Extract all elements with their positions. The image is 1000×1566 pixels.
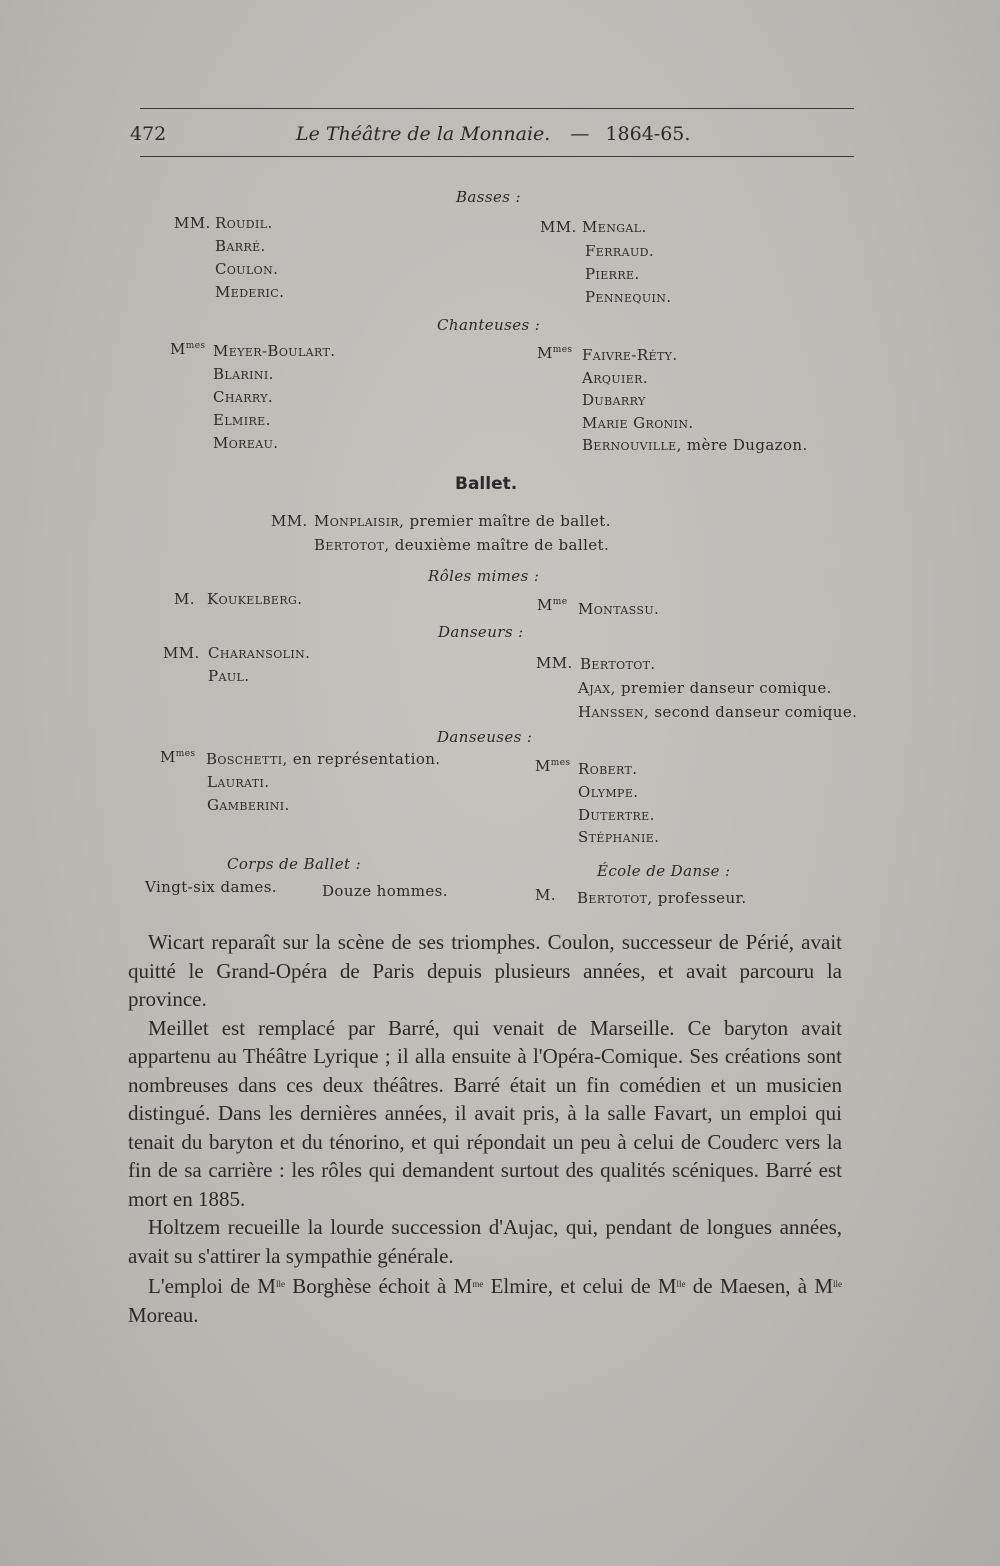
running-title-text: Le Théâtre de la Monnaie. bbox=[296, 123, 551, 145]
danseuses-left-1-name: Boschetti, bbox=[206, 750, 288, 768]
page-number: 472 bbox=[130, 123, 167, 145]
top-rule bbox=[140, 108, 854, 109]
chanteuses-right-prefix bbox=[537, 344, 572, 362]
basses-right-4: Pennequin. bbox=[585, 288, 672, 306]
basses-left-4: Mederic. bbox=[215, 283, 285, 301]
corps-title: Corps de Ballet : bbox=[227, 855, 362, 873]
basses-right-2: Ferraud. bbox=[585, 242, 655, 260]
ballet-master-1-name: Monplaisir, bbox=[314, 512, 405, 530]
ballet-masters-prefix: MM. bbox=[271, 512, 308, 530]
paragraph-4-c: Elmire, et celui de M bbox=[483, 1274, 677, 1298]
chanteuses-right-4: Marie Gronin. bbox=[582, 414, 694, 432]
chanteuses-left-prefix-main: M bbox=[170, 340, 186, 358]
chanteuses-left-4: Elmire. bbox=[213, 411, 271, 429]
paragraph-4-b: Borghèse échoit à M bbox=[284, 1274, 473, 1298]
basses-left-prefix: MM. bbox=[174, 214, 211, 232]
chanteuses-left-3: Charry. bbox=[213, 388, 274, 406]
roles-mimes-title: Rôles mimes : bbox=[428, 567, 540, 585]
danseurs-right-3-name: Hanssen, bbox=[578, 703, 650, 721]
chanteuses-left-1: Meyer-Boulart. bbox=[213, 342, 336, 360]
danseuses-left-prefix bbox=[160, 748, 195, 766]
ballet-master-2-name: Bertotot, bbox=[314, 536, 390, 554]
roles-mimes-right-name: Montassu. bbox=[578, 600, 660, 618]
danseuses-right-1: Robert. bbox=[578, 760, 638, 778]
running-title-season: 1864-65. bbox=[605, 123, 691, 145]
chanteuses-right-1: Faivre-Réty. bbox=[582, 346, 678, 364]
chanteuses-left-prefix bbox=[170, 340, 205, 358]
corps-women: Vingt-six dames. bbox=[145, 878, 277, 896]
danseurs-left-prefix: MM. bbox=[163, 644, 200, 662]
ballet-master-2 bbox=[314, 536, 609, 554]
paragraph-4-sup-1: lle bbox=[275, 1279, 285, 1289]
roles-mimes-left-prefix: M. bbox=[174, 590, 195, 608]
danseurs-title: Danseurs : bbox=[438, 623, 524, 641]
chanteuses-right-5 bbox=[582, 436, 808, 454]
corps-men: Douze hommes. bbox=[322, 882, 448, 900]
danseuses-right-prefix-sup: mes bbox=[550, 758, 571, 768]
paragraph-4-sup-4: lle bbox=[833, 1279, 842, 1289]
chanteuses-right-prefix-sup: mes bbox=[552, 345, 573, 355]
danseuses-left-2: Laurati. bbox=[207, 773, 270, 791]
danseurs-right-3 bbox=[578, 703, 857, 721]
basses-left-2: Barré. bbox=[215, 237, 266, 255]
basses-right-3: Pierre. bbox=[585, 265, 640, 283]
danseuses-right-prefix bbox=[535, 757, 570, 775]
danseuses-right-4: Stéphanie. bbox=[578, 828, 660, 846]
chanteuses-left-prefix-sup: mes bbox=[185, 341, 206, 351]
roles-mimes-left-name: Koukelberg. bbox=[207, 590, 303, 608]
danseuses-left-3: Gamberini. bbox=[207, 796, 290, 814]
roles-mimes-right-prefix-main: M bbox=[537, 596, 553, 614]
basses-title: Basses : bbox=[456, 188, 521, 206]
danseurs-right-2-name: Ajax, bbox=[578, 679, 616, 697]
danseurs-right-2-role: premier danseur comique. bbox=[620, 679, 832, 697]
danseurs-right-1: Bertotot. bbox=[580, 655, 656, 673]
paragraph-1: Wicart reparaît sur la scène de ses triomphes. Coulon, successeur de Périé, avait quitté le Grand-Opéra de Paris depuis plusieurs années, et avait parcouru la province. bbox=[128, 930, 842, 1011]
danseuses-left-1 bbox=[206, 750, 440, 768]
paragraph-4-d: de Maesen, à M bbox=[685, 1274, 833, 1298]
danseurs-right-3-role: second danseur comique. bbox=[654, 703, 858, 721]
danseuses-right-prefix-main: M bbox=[535, 757, 551, 775]
paragraph-4-e: Moreau. bbox=[128, 1302, 199, 1327]
roles-mimes-right-prefix-sup: me bbox=[552, 597, 568, 607]
basses-right-1: Mengal. bbox=[582, 218, 647, 236]
basses-left-1: Roudil. bbox=[215, 214, 273, 232]
chanteuses-right-3: Dubarry bbox=[582, 391, 646, 409]
ecole-prefix: M. bbox=[535, 886, 556, 904]
danseuses-left-1-role: en représentation. bbox=[292, 750, 441, 768]
paragraph-4 bbox=[128, 1270, 842, 1329]
danseuses-right-3: Dutertre. bbox=[578, 806, 655, 824]
ballet-master-1 bbox=[314, 512, 611, 530]
ecole-title: École de Danse : bbox=[597, 862, 731, 880]
ballet-master-2-role: deuxième maître de ballet. bbox=[394, 536, 610, 554]
paragraph-4-a: L'emploi de M bbox=[148, 1274, 276, 1298]
danseurs-right-2 bbox=[578, 679, 832, 697]
chanteuses-right-2: Arquier. bbox=[582, 369, 649, 387]
danseurs-left-2: Paul. bbox=[208, 667, 250, 685]
paragraph-4-sup-3: lle bbox=[676, 1279, 686, 1289]
danseuses-title: Danseuses : bbox=[437, 728, 533, 746]
danseuses-left-prefix-sup: mes bbox=[175, 749, 196, 759]
chanteuses-left-5: Moreau. bbox=[213, 434, 279, 452]
chanteuses-right-5-role: mère Dugazon. bbox=[686, 436, 808, 454]
chanteuses-right-5-name: Bernouville, bbox=[582, 436, 682, 454]
paragraph-4-sup-2: me bbox=[472, 1279, 484, 1289]
chanteuses-right-prefix-main: M bbox=[537, 344, 553, 362]
basses-left-3: Coulon. bbox=[215, 260, 279, 278]
paragraph-2: Meillet est remplacé par Barré, qui venait de Marseille. Ce baryton avait appartenu au Théâtre Lyrique ; il alla ensuite à l'Opéra-Comique. Ses créations sont nombreuses dans ces deux théâtres. Barré était un fin comédien et un musicien distingué. Dans les dernières années, il avait pris, à la salle Favart, un emploi qui tenait du baryton et du ténorino, et qui répondait un peu à celui de Couderc vers la fin de sa carrière : les rôles qui demandent surtout des qualités scéniques. Barré est mort en 1885. bbox=[128, 1015, 842, 1211]
roles-mimes-right-prefix bbox=[537, 596, 567, 614]
ballet-heading: Ballet. bbox=[455, 474, 518, 494]
body-text bbox=[128, 928, 842, 1329]
basses-right-prefix: MM. bbox=[540, 218, 577, 236]
ecole-teacher bbox=[577, 889, 747, 907]
ecole-teacher-name: Bertotot, bbox=[577, 889, 653, 907]
chanteuses-left-2: Blarini. bbox=[213, 365, 274, 383]
danseurs-left-1: Charansolin. bbox=[208, 644, 311, 662]
chanteuses-title: Chanteuses : bbox=[437, 316, 541, 334]
header-rule bbox=[140, 156, 854, 157]
running-title bbox=[296, 123, 690, 145]
danseuses-left-prefix-main: M bbox=[160, 748, 176, 766]
danseuses-right-2: Olympe. bbox=[578, 783, 639, 801]
running-title-dash: — bbox=[570, 123, 590, 145]
ecole-teacher-role: professeur. bbox=[657, 889, 747, 907]
ballet-master-1-role: premier maître de ballet. bbox=[409, 512, 611, 530]
danseurs-right-prefix: MM. bbox=[536, 654, 573, 672]
paragraph-3: Holtzem recueille la lourde succession d'Aujac, qui, pendant de longues années, avait su s'attirer la sympathie générale. bbox=[128, 1215, 842, 1268]
